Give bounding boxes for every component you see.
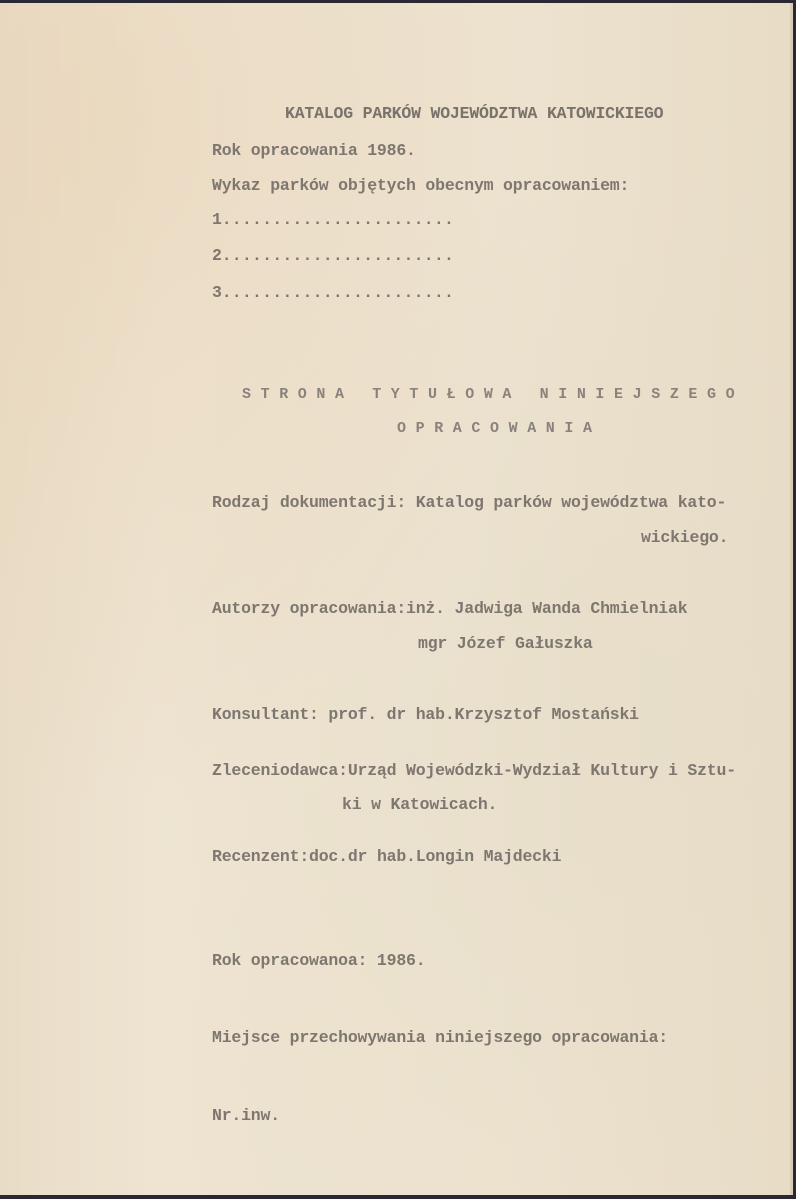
author-2: mgr Józef Gałuszka [418,634,593,653]
author-1: inż. Jadwiga Wanda Chmielniak [406,599,688,618]
list-item-number: 1 [212,210,222,229]
commissioner-value: Urząd Wojewódzki-Wydział Kultury i Sztu- [347,761,736,780]
year-completed-label: Rok opracowanoa: [212,951,368,970]
header-title: KATALOG PARKÓW WOJEWÓDZTWA KATOWICKIEGO [285,104,664,123]
list-item-number: 3 [212,283,222,302]
commissioner [212,763,736,780]
inventory-number: Nr.inw. [212,1106,280,1125]
section-title-line-2: OPRACOWANIA [397,420,602,437]
list-item-dots: ....................... [221,246,455,265]
list-item [212,248,454,265]
documentation-type-label: Rodzaj dokumentacji: [212,493,407,512]
authors [212,601,687,618]
documentation-type-value: Katalog parków województwa kato- [406,493,727,512]
commissioner-continuation: ki w Katowicach. [342,795,498,814]
document-page [0,3,793,1195]
authors-label: Autorzy opracowania: [212,599,407,618]
consultant-value: prof. dr hab.Krzysztof Mostański [318,705,639,724]
reviewer [212,849,561,866]
list-item-dots: ....................... [221,283,455,302]
commissioner-label: Zleceniodawca: [212,761,348,780]
list-item-dots: ....................... [221,210,455,229]
list-intro: Wykaz parków objętych obecnym opracowaniem: [212,176,630,195]
storage-place: Miejsce przechowywania niniejszego opracowania: [212,1028,668,1047]
year-completed-value: 1986. [367,951,426,970]
documentation-type [212,495,726,512]
list-item [212,285,454,302]
year-line: Rok opracowania 1986. [212,141,416,160]
year-completed [212,953,425,970]
list-item-number: 2 [212,246,222,265]
reviewer-label: Recenzent: [212,847,310,866]
documentation-type-continuation: wickiego. [641,528,729,547]
consultant [212,707,639,724]
consultant-label: Konsultant: [212,705,319,724]
reviewer-value: doc.dr hab.Longin Majdecki [309,847,562,866]
section-title-line-1: STRONA TYTUŁOWA NINIEJSZEGO [242,386,745,403]
list-item [212,212,454,229]
